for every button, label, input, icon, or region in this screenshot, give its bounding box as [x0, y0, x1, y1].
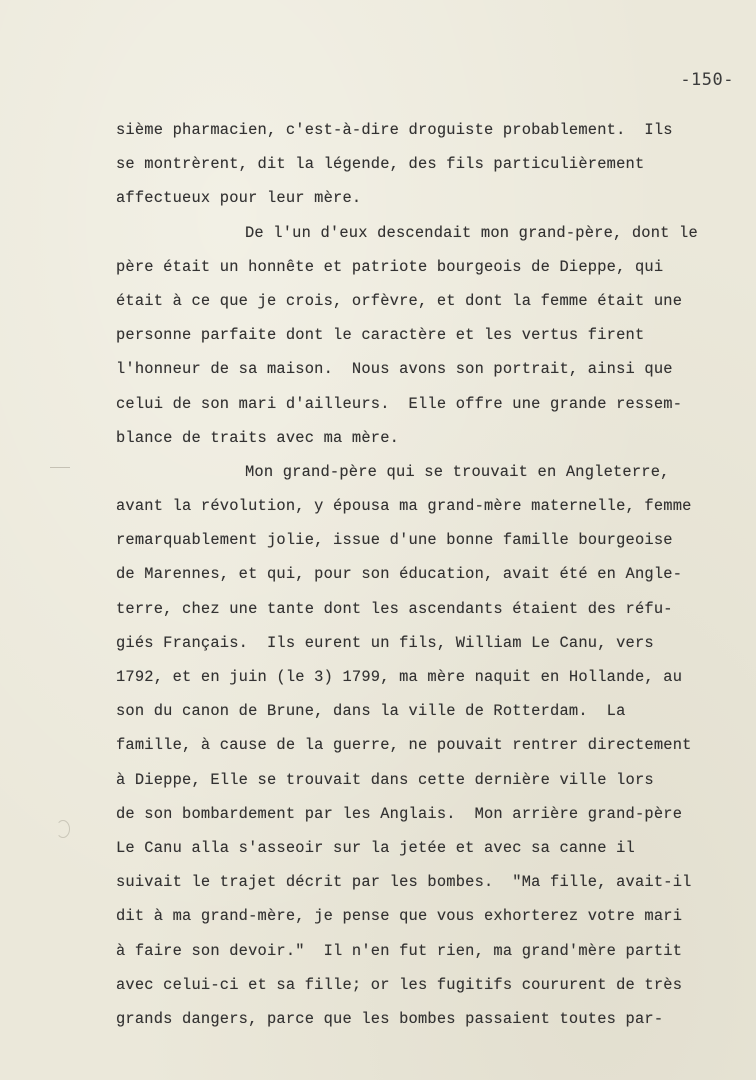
text-line: Mon grand-père qui se trouvait en Angleterre, — [245, 462, 670, 481]
text-line: De l'un d'eux descendait mon grand-père, dont le — [245, 223, 698, 242]
text-line: remarquablement jolie, issue d'une bonne famille bourgeoise — [116, 531, 673, 550]
text-line: blance de traits avec ma mère. — [116, 428, 400, 447]
paper-mark — [56, 820, 70, 838]
text-line: de Marennes, et qui, pour son éducation, avait été en Angle- — [116, 565, 683, 584]
text-line: grands dangers, parce que les bombes passaient toutes par- — [116, 1009, 664, 1028]
text-line: l'honneur de sa maison. Nous avons son portrait, ainsi que — [116, 360, 673, 379]
text-line: son du canon de Brune, dans la ville de Rotterdam. La — [116, 702, 626, 721]
margin-mark — [50, 467, 70, 468]
page-number: -150- — [680, 70, 734, 90]
text-line: de son bombardement par les Anglais. Mon arrière grand-père — [116, 804, 683, 823]
text-line: giés Français. Ils eurent un fils, William Le Canu, vers — [116, 633, 654, 652]
text-line: celui de son mari d'ailleurs. Elle offre une grande ressem- — [116, 394, 683, 413]
text-line: personne parfaite dont le caractère et les vertus firent — [116, 326, 645, 345]
body-text — [116, 116, 736, 1039]
text-line: suivait le trajet décrit par les bombes. "Ma fille, avait-il — [116, 873, 692, 892]
text-line: terre, chez une tante dont les ascendants étaient des réfu- — [116, 599, 673, 618]
text-line: avec celui-ci et sa fille; or les fugitifs coururent de très — [116, 975, 683, 994]
text-line: sième pharmacien, c'est-à-dire droguiste probablement. Ils — [116, 121, 673, 139]
text-line: se montrèrent, dit la légende, des fils particulièrement — [116, 155, 645, 174]
text-line: père était un honnête et patriote bourgeois de Dieppe, qui — [116, 257, 664, 276]
text-line: avant la révolution, y épousa ma grand-mère maternelle, femme — [116, 497, 692, 516]
text-line: à Dieppe, Elle se trouvait dans cette dernière ville lors — [116, 770, 654, 789]
text-line: à faire son devoir." Il n'en fut rien, ma grand'mère partit — [116, 941, 683, 960]
text-line: dit à ma grand-mère, je pense que vous exhorterez votre mari — [116, 907, 683, 926]
text-line: 1792, et en juin (le 3) 1799, ma mère naquit en Hollande, au — [116, 668, 683, 686]
text-line: affectueux pour leur mère. — [116, 189, 362, 208]
text-line: Le Canu alla s'asseoir sur la jetée et avec sa canne il — [116, 838, 635, 857]
text-line: était à ce que je crois, orfèvre, et dont la femme était une — [116, 291, 683, 310]
text-line: famille, à cause de la guerre, ne pouvait rentrer directement — [116, 736, 692, 755]
